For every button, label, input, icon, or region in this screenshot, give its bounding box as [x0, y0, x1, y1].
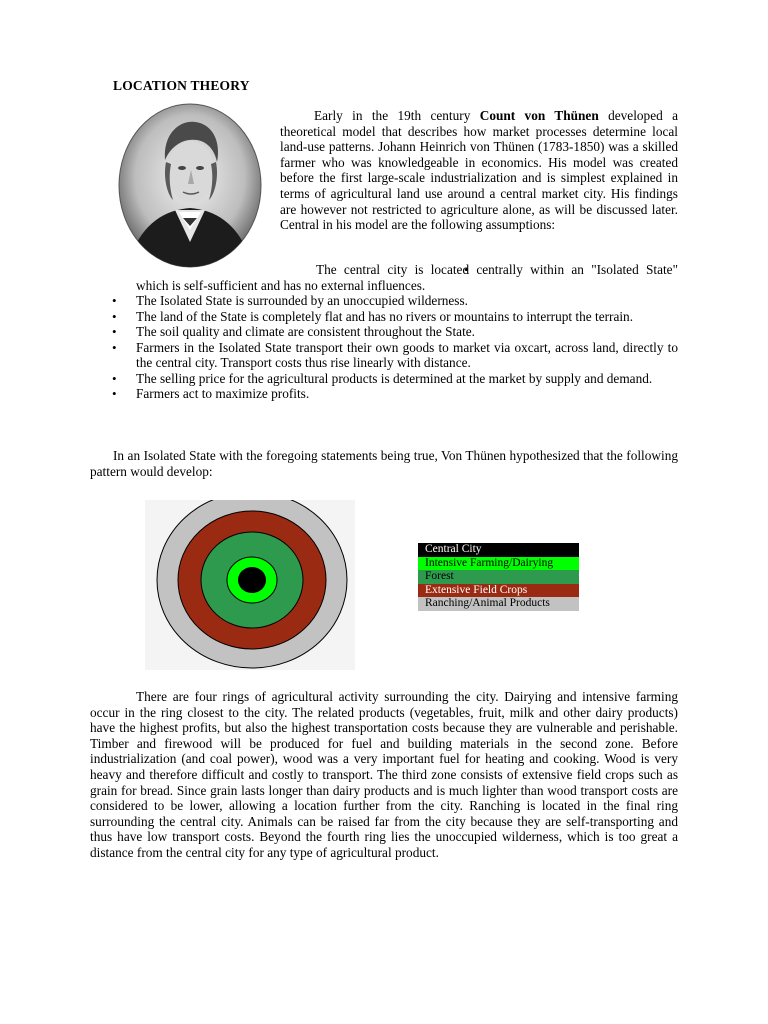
legend-item: Extensive Field Crops — [418, 584, 579, 598]
list-item: • The land of the State is completely flat and has no rivers or mountains to interrupt the terrain. — [90, 309, 678, 325]
intro-lead: Early in the 19th century — [314, 108, 480, 123]
rings-explanation-paragraph: There are four rings of agricultural activity surrounding the city. Dairying and intensive farming occur in the ring closest to the city. The related products (vegetables, fruit, milk and other dairy products) have the highest profits, but also the highest transportation costs because they are vulnerable and perishable. Timber and firewood will be produced for fuel and building materials in the second zone. Before industrialization (and coal power), wood was a very important fuel for heating and cooking. Wood is very heavy and therefore difficult and costly to transport. The third zone consists of extensive field crops such as grain for bread. Since grain lasts longer than dairy products and is much lighter than wood transport costs are considered to be lower, allowing a location further from the city. Ranching is located in the final ring surrounding the central city. Animals can be raised far from the city because they are self-transporting and thus have low transport costs. Beyond the fourth ring lies the unoccupied wilderness, which is too great a distance from the central city for any type of agricultural product. — [90, 689, 678, 860]
hypothesis-paragraph: In an Isolated State with the foregoing statements being true, Von Thünen hypothesized that the following pattern would develop: — [90, 448, 678, 479]
legend-item: Forest — [418, 570, 579, 584]
intro-bold-name: Count von Thünen — [479, 108, 599, 123]
page-title: LOCATION THEORY — [113, 78, 250, 93]
list-item: • Farmers in the Isolated State transport their own goods to market via oxcart, across land, directly to the central city. Transport costs thus rise linearly with distance. — [90, 340, 678, 371]
von-thunen-rings-diagram — [145, 500, 355, 670]
list-item: • The soil quality and climate are consistent throughout the State. — [90, 324, 678, 340]
list-item: • Farmers act to maximize profits. — [90, 386, 678, 402]
assumptions-list — [90, 262, 678, 402]
legend-item: Intensive Farming/Dairying — [418, 557, 579, 571]
rings-legend — [418, 543, 579, 611]
von-thunen-portrait — [117, 102, 263, 269]
central-city — [238, 567, 266, 593]
list-item: • The Isolated State is surrounded by an unoccupied wilderness. — [90, 293, 678, 309]
intro-paragraph — [280, 108, 678, 233]
intro-rest: developed a theoretical model that describes how market processes determine local land-use patterns. Johann Heinrich von Thünen (1783-1850) was a skilled farmer who was knowledgeable in economics. His model was created before the first large-scale industrialization and is simplest explained in terms of agricultural land use around a central market city. His findings are however not restricted to agriculture alone, as will be discussed later. Central in his model are the following assumptions: — [280, 108, 679, 233]
legend-item: Central City — [418, 543, 579, 557]
legend-item: Ranching/Animal Products — [418, 597, 579, 611]
list-item: • The central city is located centrally within an "Isolated State" which is self-sufficient and has no external influences. — [90, 262, 678, 293]
list-item: • The selling price for the agricultural products is determined at the market by supply and demand. — [90, 371, 678, 387]
